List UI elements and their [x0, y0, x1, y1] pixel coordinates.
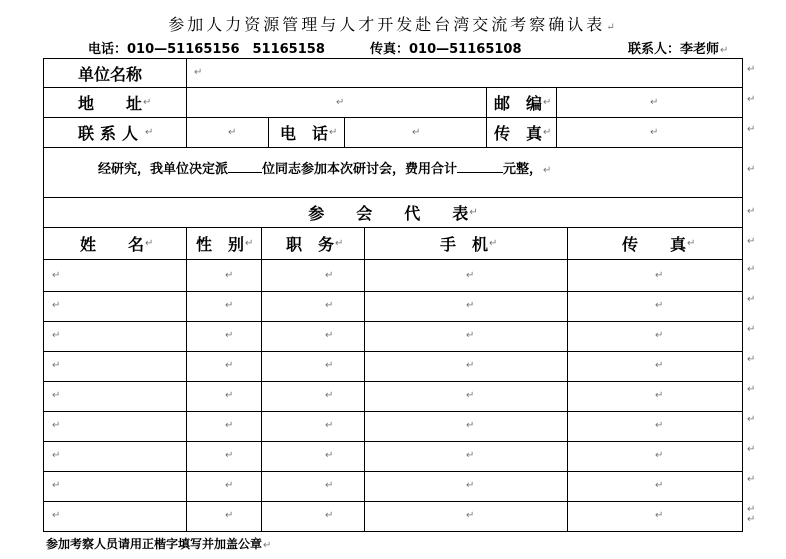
paragraph-mark-icon: ↵: [245, 237, 254, 249]
table-rule: [43, 411, 743, 412]
paragraph-mark-icon: ↵: [543, 165, 552, 176]
table-rule: [43, 441, 743, 442]
table-rule: [364, 227, 365, 531]
paragraph-mark-icon: ↵: [325, 330, 334, 341]
paragraph-mark-icon: ↵: [747, 474, 756, 485]
paragraph-mark-icon: ↵: [747, 414, 756, 425]
paragraph-mark-icon: ↵: [225, 420, 234, 431]
document-title: 参加人力资源管理与人才开发赴台湾交流考察确认表↵: [168, 15, 618, 34]
paragraph-mark-icon: ↵: [225, 510, 234, 521]
total-cost-blank[interactable]: [457, 160, 503, 173]
table-rule: [567, 227, 568, 531]
paragraph-mark-icon: ↵: [466, 390, 475, 401]
paragraph-mark-icon: ↵: [52, 420, 61, 431]
paragraph-mark-icon: ↵: [655, 360, 664, 371]
paragraph-mark-icon: ↵: [325, 480, 334, 491]
paragraph-mark-icon: ↵: [325, 390, 334, 401]
table-border-bottom: [43, 531, 743, 532]
paragraph-mark-icon: ↵: [655, 510, 664, 521]
column-header-mobile: 手 机 ↵: [440, 234, 498, 254]
fax-line: 传真：010—51165108: [370, 42, 522, 57]
table-border-top: [43, 58, 743, 59]
paragraph-mark-icon: ↵: [747, 294, 756, 305]
paragraph-mark-icon: ↵: [747, 504, 756, 515]
paragraph-mark-icon: ↵: [225, 360, 234, 371]
paragraph-mark-icon: ↵: [655, 270, 664, 281]
paragraph-mark-icon: ↵: [52, 330, 61, 341]
paragraph-mark-icon: ↵: [655, 480, 664, 491]
paragraph-mark-icon: ↵: [225, 480, 234, 491]
attendee-count-blank[interactable]: [228, 160, 262, 173]
table-rule: [43, 381, 743, 382]
table-rule: [43, 147, 743, 148]
column-header-name: 姓 名 ↵: [80, 234, 154, 254]
paragraph-mark-icon: ↵: [655, 420, 664, 431]
paragraph-mark-icon: ↵: [325, 360, 334, 371]
paragraph-mark-icon: ↵: [329, 126, 338, 138]
column-header-position: 职 务 ↵: [286, 234, 344, 254]
table-rule: [261, 227, 262, 531]
paragraph-mark-icon: ↵: [325, 270, 334, 281]
paragraph-mark-icon: ↵: [225, 300, 234, 311]
paragraph-mark-icon: ↵: [655, 390, 664, 401]
paragraph-mark-icon: ↵: [747, 206, 756, 217]
table-rule: [43, 471, 743, 472]
paragraph-mark-icon: ↵: [655, 450, 664, 461]
paragraph-mark-icon: ↵: [263, 540, 272, 551]
paragraph-mark-icon: ↵: [52, 510, 61, 521]
paragraph-mark-icon: ↵: [469, 206, 478, 218]
paragraph-mark-icon: ↵: [747, 324, 756, 335]
contact-person-line: 联系人：李老师↵: [628, 42, 729, 57]
paragraph-mark-icon: ↵: [747, 94, 756, 105]
paragraph-mark-icon: ↵: [747, 264, 756, 275]
paragraph-mark-icon: ↵: [194, 67, 203, 78]
table-rule: [43, 259, 743, 260]
table-border-right: [742, 58, 743, 531]
paragraph-mark-icon: ↵: [325, 450, 334, 461]
paragraph-mark-icon: ↵: [325, 420, 334, 431]
table-rule: [43, 351, 743, 352]
table-rule: [556, 87, 557, 147]
table-rule: [186, 227, 187, 531]
table-border-left: [43, 58, 44, 531]
paragraph-mark-icon: ↵: [143, 96, 152, 108]
paragraph-mark-icon: ↵: [747, 236, 756, 247]
paragraph-mark-icon: ↵: [650, 97, 659, 108]
paragraph-mark-icon: ↵: [325, 300, 334, 311]
paragraph-mark-icon: ↵: [655, 330, 664, 341]
paragraph-mark-icon: ↵: [747, 354, 756, 365]
paragraph-mark-icon: ↵: [747, 514, 756, 525]
paragraph-mark-icon: ↵: [325, 510, 334, 521]
paragraph-mark-icon: ↵: [466, 330, 475, 341]
paragraph-mark-icon: ↵: [225, 450, 234, 461]
paragraph-mark-icon: ↵: [336, 97, 345, 108]
paragraph-mark-icon: ↵: [52, 390, 61, 401]
paragraph-mark-icon: ↵: [650, 127, 659, 138]
paragraph-mark-icon: ↵: [466, 420, 475, 431]
table-rule: [43, 291, 743, 292]
paragraph-mark-icon: ↵: [606, 22, 618, 33]
paragraph-mark-icon: ↵: [466, 510, 475, 521]
paragraph-mark-icon: ↵: [335, 237, 344, 249]
phone-line: 电话：010—51165156 51165158: [88, 42, 325, 57]
paragraph-mark-icon: ↵: [52, 480, 61, 491]
address-label: 地 址 ↵: [78, 93, 152, 113]
paragraph-mark-icon: ↵: [720, 45, 729, 56]
table-rule: [486, 87, 487, 147]
fax-label: 传 真 ↵: [494, 123, 552, 143]
paragraph-mark-icon: ↵: [747, 164, 756, 175]
representatives-heading: 参 会 代 表 ↵: [308, 203, 478, 223]
paragraph-mark-icon: ↵: [412, 127, 421, 138]
paragraph-mark-icon: ↵: [225, 330, 234, 341]
paragraph-mark-icon: ↵: [466, 480, 475, 491]
table-rule: [186, 58, 187, 147]
paragraph-mark-icon: ↵: [655, 300, 664, 311]
paragraph-mark-icon: ↵: [747, 384, 756, 395]
attendance-statement: 经研究，我单位决定派 位同志参加本次研讨会，费用合计 元整，↵: [98, 162, 552, 177]
paragraph-mark-icon: ↵: [52, 450, 61, 461]
paragraph-mark-icon: ↵: [466, 360, 475, 371]
paragraph-mark-icon: ↵: [687, 237, 696, 249]
column-header-fax: 传 真 ↵: [622, 234, 696, 254]
paragraph-mark-icon: ↵: [466, 270, 475, 281]
paragraph-mark-icon: ↵: [145, 126, 154, 138]
paragraph-mark-icon: ↵: [52, 360, 61, 371]
paragraph-mark-icon: ↵: [466, 300, 475, 311]
paragraph-mark-icon: ↵: [145, 237, 154, 249]
paragraph-mark-icon: ↵: [543, 126, 552, 138]
paragraph-mark-icon: ↵: [747, 64, 756, 75]
paragraph-mark-icon: ↵: [466, 450, 475, 461]
table-rule: [43, 227, 743, 228]
table-rule: [43, 321, 743, 322]
paragraph-mark-icon: ↵: [489, 237, 498, 249]
paragraph-mark-icon: ↵: [225, 270, 234, 281]
paragraph-mark-icon: ↵: [747, 124, 756, 135]
postcode-label: 邮 编 ↵: [494, 93, 552, 113]
paragraph-mark-icon: ↵: [543, 96, 552, 108]
phone-label: 电 话 ↵: [280, 123, 338, 143]
paragraph-mark-icon: ↵: [225, 390, 234, 401]
paragraph-mark-icon: ↵: [52, 300, 61, 311]
column-header-gender: 性 别 ↵: [196, 234, 254, 254]
table-rule: [344, 117, 345, 147]
table-rule: [268, 117, 269, 147]
paragraph-mark-icon: ↵: [52, 270, 61, 281]
unit-name-label: 单位名称: [78, 64, 143, 84]
contact-label: 联系人 ↵: [78, 123, 154, 143]
table-rule: [43, 501, 743, 502]
paragraph-mark-icon: ↵: [747, 444, 756, 455]
footer-note: 参加考察人员请用正楷字填写并加盖公章↵: [46, 537, 272, 551]
paragraph-mark-icon: ↵: [228, 127, 237, 138]
